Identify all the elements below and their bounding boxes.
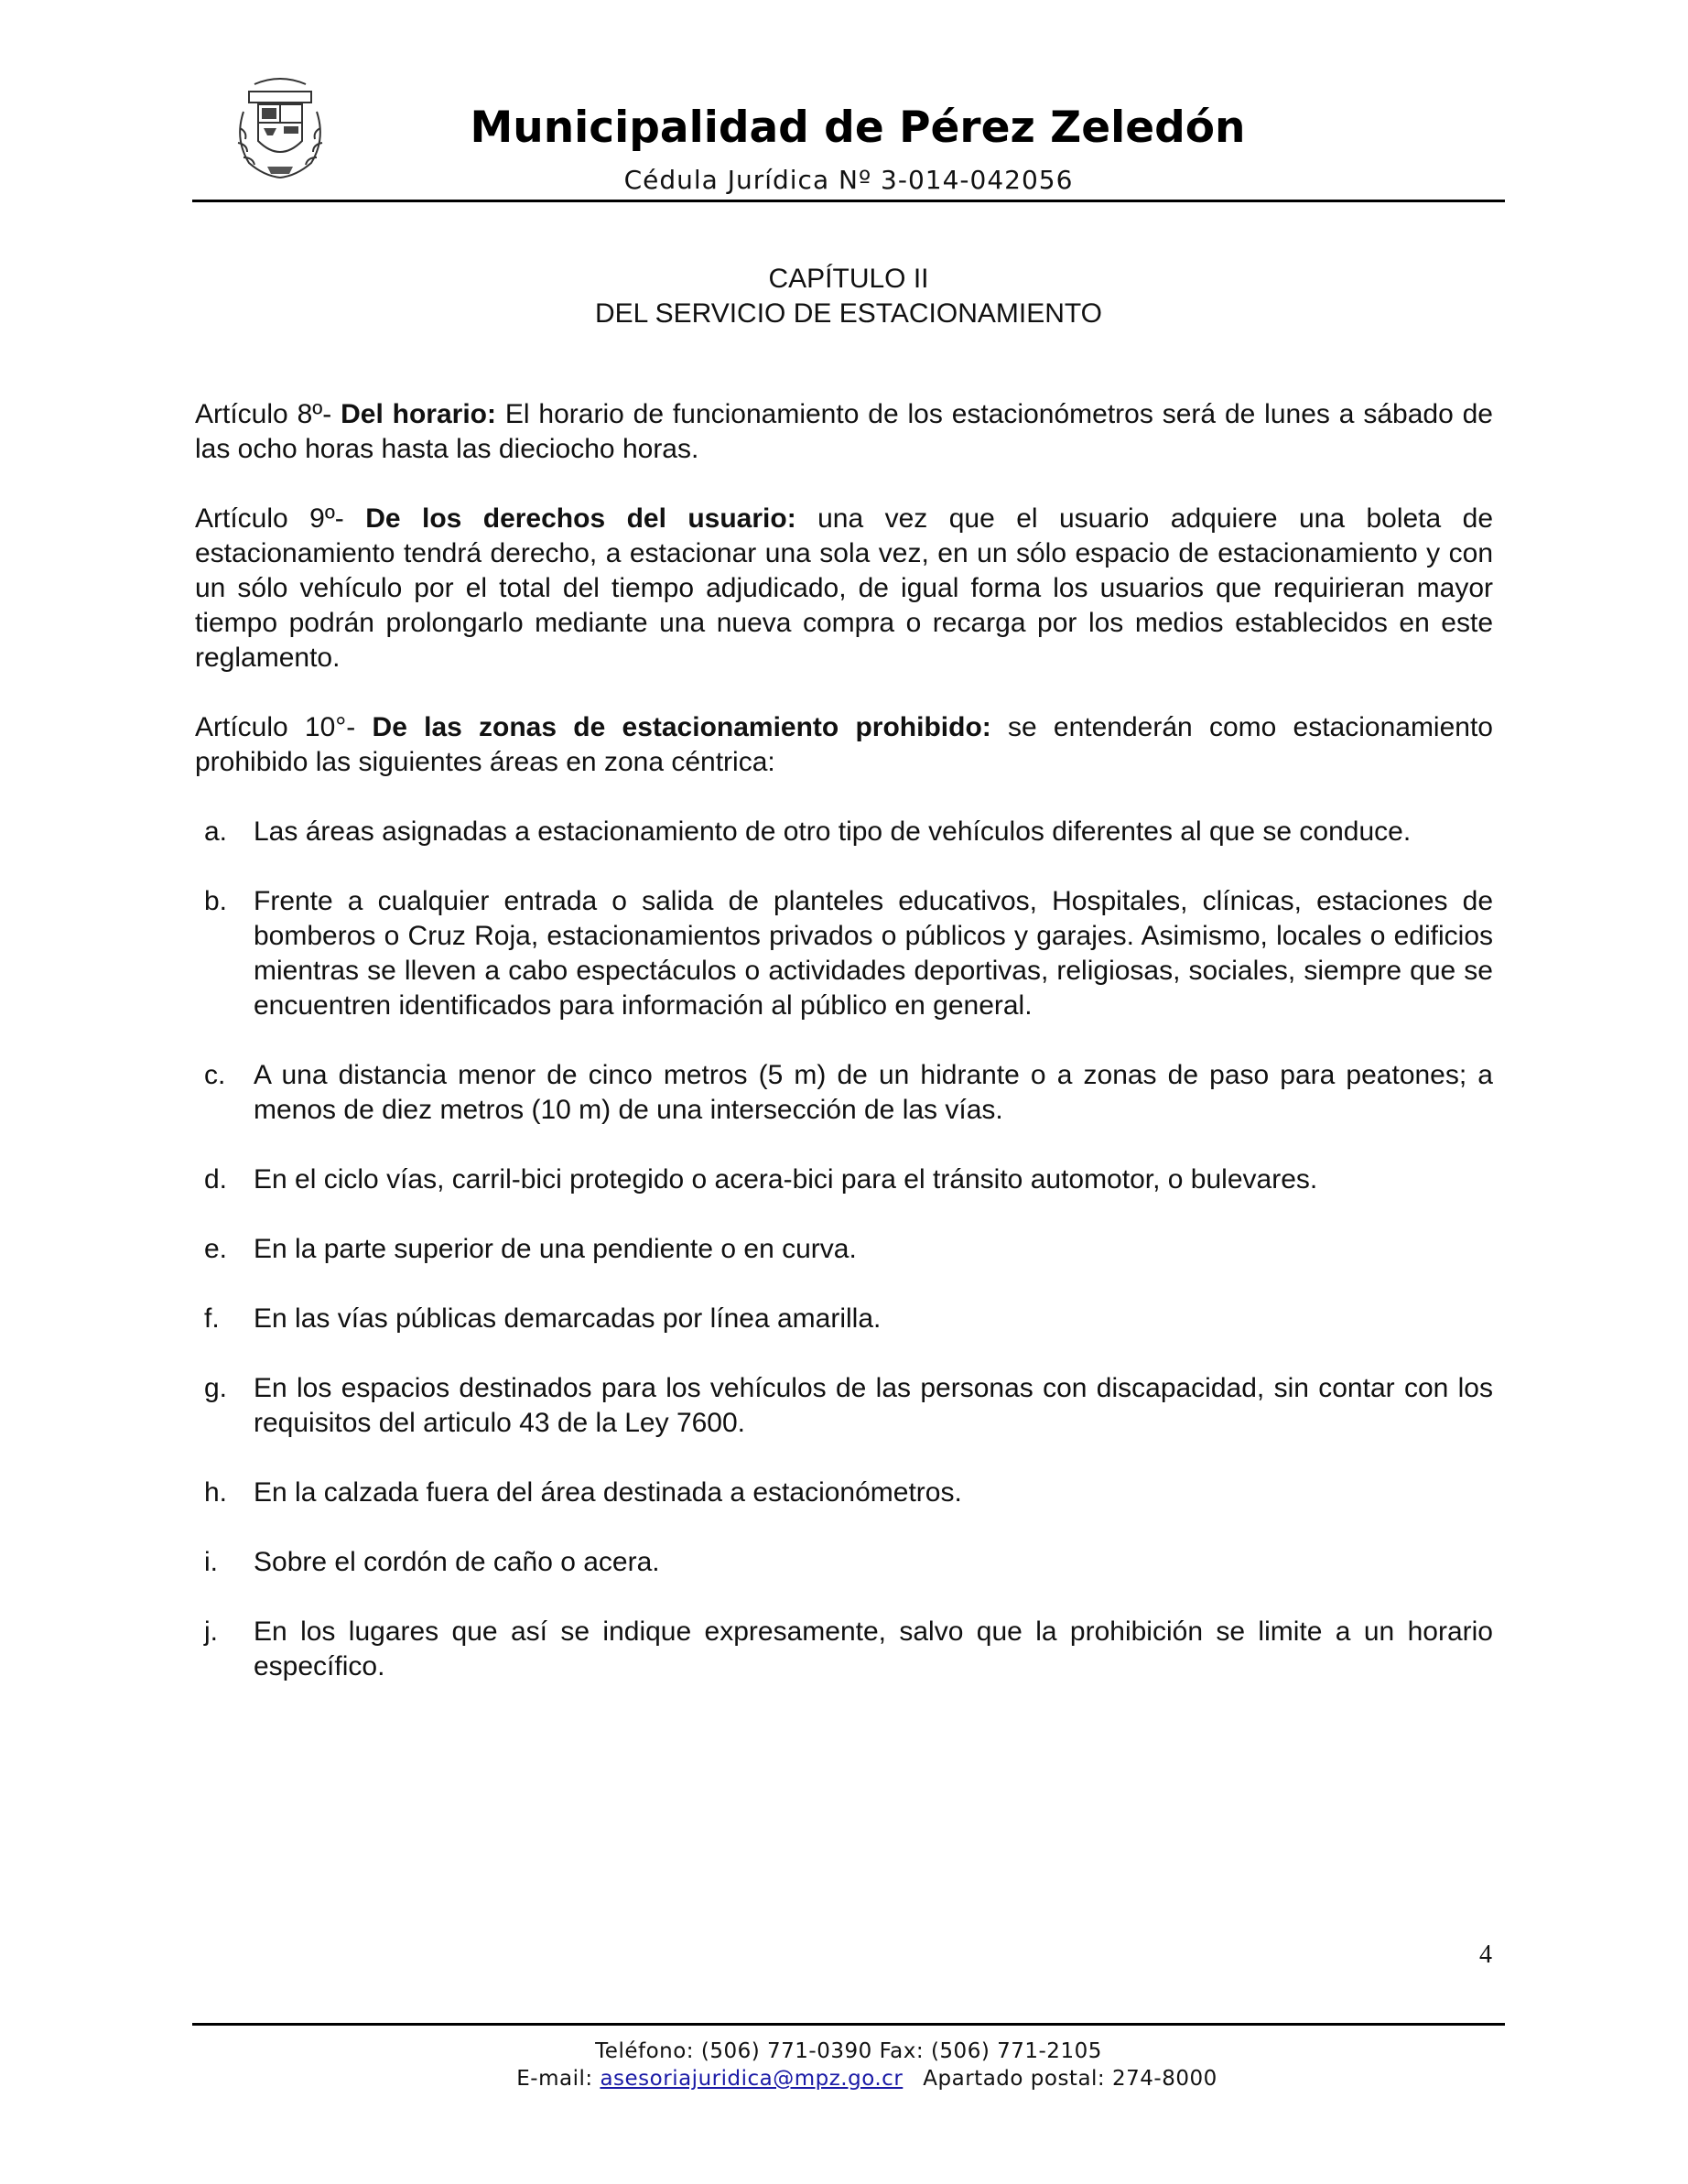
list-text: En la parte superior de una pendiente o en curva. <box>254 1234 857 1264</box>
article-heading: De las zonas de estacionamiento prohibido: <box>372 712 991 742</box>
list-item <box>195 815 1493 849</box>
article-label: Artículo 9º- <box>195 503 344 534</box>
list-text: En los espacios destinados para los vehículos de las personas con discapacidad, sin contar con los requisitos del articulo 43 de la Ley 7600. <box>254 1373 1493 1438</box>
list-letter: i. <box>204 1547 218 1577</box>
article-8 <box>195 397 1493 467</box>
list-item <box>195 1615 1493 1684</box>
list-letter: g. <box>204 1373 228 1403</box>
footer-phone-line: Teléfono: (506) 771-0390 Fax: (506) 771-2105 <box>595 2039 1102 2063</box>
list-item <box>195 884 1493 1023</box>
footer <box>192 2038 1505 2092</box>
list-letter: a. <box>204 816 228 847</box>
list-letter: b. <box>204 886 228 916</box>
list-letter: f. <box>204 1303 220 1334</box>
article-heading: Del horario: <box>341 399 496 429</box>
document-body <box>195 397 1493 1719</box>
list-item <box>195 1162 1493 1197</box>
list-letter: h. <box>204 1477 228 1508</box>
footer-divider <box>192 2023 1505 2026</box>
list-text: En los lugares que así se indique expresamente, salvo que la prohibición se limite a un horario específico. <box>254 1616 1493 1681</box>
article-text: una vez que el usuario adquiere una boleta de estacionamiento tendrá derecho, a estacionar una sola vez, en un sólo espacio de estacionamiento y con un sólo vehículo por el total del tiempo adjudicado, de igual forma los usuarios que requirieran mayor tiempo podrán prolongarlo mediante una nueva compra o recarga por los medios establecidos en este reglamento. <box>195 503 1493 673</box>
list-item <box>195 1371 1493 1441</box>
list-text: Las áreas asignadas a estacionamiento de otro tipo de vehículos diferentes al que se conduce. <box>254 816 1412 847</box>
chapter-title: DEL SERVICIO DE ESTACIONAMIENTO <box>594 298 1102 329</box>
article-10 <box>195 710 1493 780</box>
header-divider <box>192 200 1505 202</box>
chapter-number: CAPÍTULO II <box>768 264 929 294</box>
list-item <box>195 1058 1493 1128</box>
email-link[interactable]: asesoriajuridica@mpz.go.cr <box>600 2067 904 2091</box>
list-text: Sobre el cordón de caño o acera. <box>254 1547 660 1577</box>
list-letter: e. <box>204 1234 228 1264</box>
letterhead <box>192 64 1505 201</box>
list-letter: j. <box>204 1616 218 1647</box>
organization-name: Municipalidad de Pérez Zeledón <box>470 103 1246 153</box>
list-item <box>195 1232 1493 1267</box>
article-label: Artículo 8º- <box>195 399 332 429</box>
article-heading: De los derechos del usuario: <box>365 503 796 534</box>
footer-contact-line <box>192 2065 1505 2092</box>
page-number: 4 <box>1479 1941 1492 1969</box>
article-text: se entenderán como estacionamiento prohibido las siguientes áreas en zona céntrica: <box>195 712 1493 777</box>
list-text: En el ciclo vías, carril-bici protegido o acera-bici para el tránsito automotor, o bulevares. <box>254 1164 1318 1195</box>
list-text: Frente a cualquier entrada o salida de planteles educativos, Hospitales, clínicas, estaciones de bomberos o Cruz Roja, estacionamientos privados o públicos y garajes. Asimismo, locales o edificios mientras se lleven a cabo espectáculos o actividades deportivas, religiosas, sociales, siempre que se encuentren identificados para información al público en general. <box>254 886 1493 1021</box>
article-text: El horario de funcionamiento de los estacionómetros será de lunes a sábado de las ocho horas hasta las dieciocho horas. <box>195 399 1493 464</box>
list-item <box>195 1476 1493 1510</box>
email-label: E-mail: <box>516 2067 593 2091</box>
list-text: En la calzada fuera del área destinada a estacionómetros. <box>254 1477 962 1508</box>
article-9 <box>195 502 1493 676</box>
prohibited-zones-list <box>195 815 1493 1684</box>
list-item <box>195 1545 1493 1580</box>
list-text: En las vías públicas demarcadas por línea amarilla. <box>254 1303 882 1334</box>
organization-id: Cédula Jurídica Nº 3-014-042056 <box>623 165 1074 195</box>
list-letter: c. <box>204 1060 226 1090</box>
chapter-heading <box>192 262 1505 331</box>
postal-address: Apartado postal: 274-8000 <box>923 2067 1217 2091</box>
list-item <box>195 1302 1493 1336</box>
article-label: Artículo 10°- <box>195 712 356 742</box>
list-text: A una distancia menor de cinco metros (5 m) de un hidrante o a zonas de paso para peatones; a menos de diez metros (10 m) de una intersección de las vías. <box>254 1060 1493 1125</box>
list-letter: d. <box>204 1164 228 1195</box>
